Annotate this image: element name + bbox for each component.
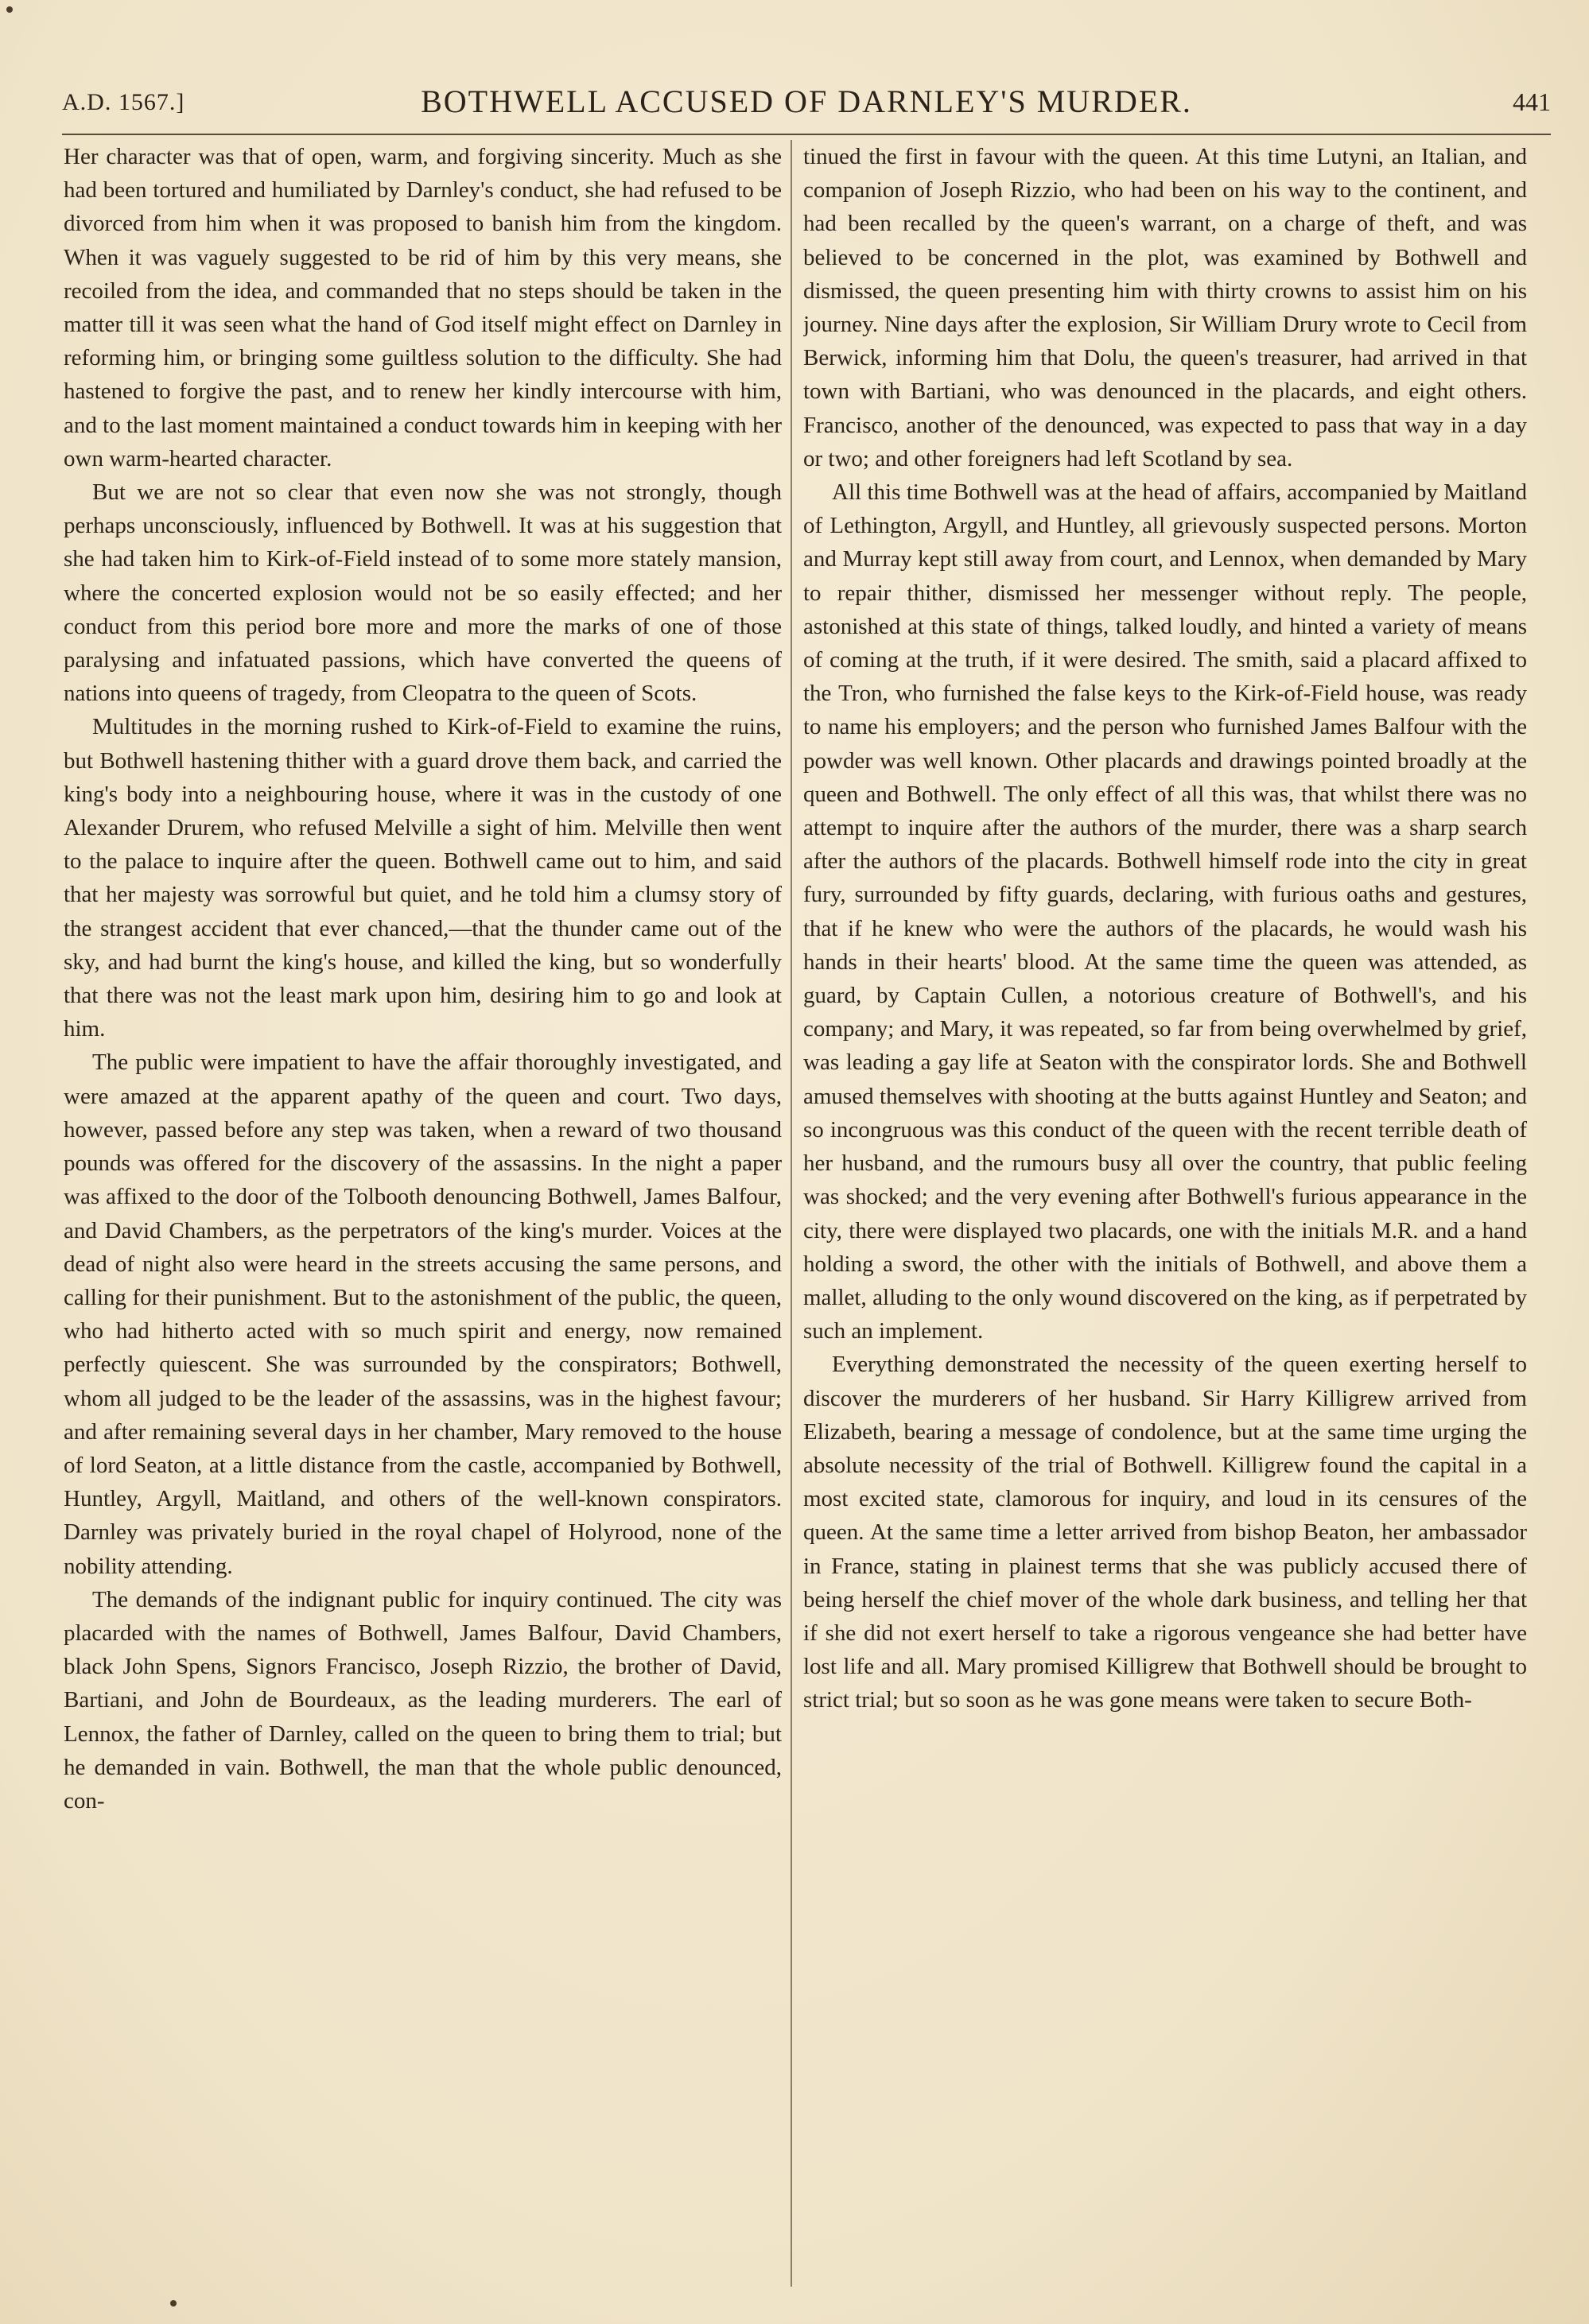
column-divider <box>791 140 792 2287</box>
running-header <box>62 83 1551 127</box>
left-column <box>64 140 782 2287</box>
paragraph: Her character was that of open, warm, and forgiving sincerity. Much as she had been tortured and humiliated by Darnley's conduct, she had refused to be divorced from him when it was proposed to banish him from the kingdom. When it was vaguely suggested to be rid of him by this very means, she recoiled from the idea, and commanded that no steps should be taken in the matter till it was seen what the hand of God itself might effect on Darnley in reforming him, or bringing some guiltless solution to the difficulty. She had hastened to forgive the past, and to renew her kindly intercourse with him, and to the last moment maintained a conduct towards him in keeping with her own warm-hearted character. <box>64 144 782 471</box>
paragraph: Multitudes in the morning rushed to Kirk-of-Field to examine the ruins, but Bothwell hastening thither with a guard drove them back, and carried the king's body into a neighbouring house, where it was in the custody of one Alexander Drurem, who refused Melville a sight of him. Melville then went to the palace to inquire after the queen. Bothwell came out to him, and said that her majesty was sorrowful but quiet, and he told him a clumsy story of the strangest accident that ever chanced,—that the thunder came out of the sky, and had burnt the king's house, and killed the king, but so wonderfully that there was not the least mark upon him, desiring him to go and look at him. <box>64 714 782 1042</box>
header-rule <box>62 134 1551 135</box>
paragraph: The public were impatient to have the affair thoroughly investigated, and were amazed at the apparent apathy of the queen and court. Two days, however, passed before any step was taken, when a reward of two thousand pounds was offered for the discovery of the assassins. In the night a paper was affixed to the door of the Tolbooth denouncing Bothwell, James Balfour, and David Chambers, as the perpetrators of the king's murder. Voices at the dead of night also were heard in the streets accusing the same persons, and calling for their punishment. But to the astonishment of the public, the queen, who had hitherto acted with so much spirit and energy, now remained perfectly quiescent. She was surrounded by the conspirators; Bothwell, whom all judged to be the leader of the assassins, was in the highest favour; and after remaining several days in her chamber, Mary removed to the house of lord Seaton, at a little distance from the castle, accompanied by Bothwell, Huntley, Argyll, Maitland, and others of the well-known conspirators. Darnley was privately buried in the royal chapel of Holyrood, none of the nobility attending. <box>64 1049 782 1579</box>
paragraph: The demands of the indignant public for inquiry continued. The city was placarded with the names of Bothwell, James Balfour, David Chambers, black John Spens, Signors Francisco, Joseph Rizzio, the brother of David, Bartiani, and John de Bourdeaux, as the leading murderers. The earl of Lennox, the father of Darnley, called on the queen to bring them to trial; but he demanded in vain. Bothwell, the man that the whole public denounced, con- <box>64 1586 782 1814</box>
paragraph: All this time Bothwell was at the head of affairs, accompanied by Maitland of Lethington, Argyll, and Huntley, all grievously suspected persons. Morton and Murray kept still away from court, and Lennox, when demanded by Mary to repair thither, dismissed her messenger without reply. The people, astonished at this state of things, talked loudly, and hinted a variety of means of coming at the truth, if it were desired. The smith, said a placard affixed to the Tron, who furnished the false keys to the Kirk-of-Field house, was ready to name his employers; and the person who furnished James Balfour with the powder was well known. Other placards and drawings pointed broadly at the queen and Bothwell. The only effect of all this was, that whilst there was no attempt to inquire after the authors of the murder, there was a sharp search after the authors of the placards. Bothwell himself rode into the city in great fury, surrounded by fifty guards, declaring, with furious oaths and gestures, that if he knew who were the authors of the placards, he would wash his hands in their hearts' blood. At the same time the queen was attended, as guard, by Captain Cullen, a notorious creature of Bothwell's, and his company; and Mary, it was repeated, so far from being overwhelmed by grief, was leading a gay life at Seaton with the conspirator lords. She and Bothwell amused themselves with shooting at the butts against Huntley and Seaton; and so incongruous was this conduct of the queen with the recent terrible death of her husband, and the rumours busy all over the country, that public feeling was shocked; and the very evening after Bothwell's furious appearance in the city, there were displayed two placards, one with the initials M.R. and a hand holding a sword, the other with the initials of Bothwell, and above them a mallet, alluding to the only wound discovered on the king, as if perpetrated by such an implement. <box>803 479 1527 1344</box>
header-date: A.D. 1567.] <box>62 89 185 115</box>
ink-dot <box>170 2300 177 2307</box>
paragraph: Everything demonstrated the necessity of the queen exerting herself to discover the murderers of her husband. Sir Harry Killigrew arrived from Elizabeth, bearing a message of condolence, but at the same time urging the absolute necessity of the trial of Bothwell. Killigrew found the capital in a most excited state, clamorous for inquiry, and loud in its censures of the queen. At the same time a letter arrived from bishop Beaton, her ambassador in France, stating in plainest terms that she was publicly accused there of being herself the chief mover of the whole dark business, and telling her that if she did not exert herself to take a rigorous vengeance she had better have lost life and all. Mary promised Killigrew that Bothwell should be brought to strict trial; but so soon as he was gone means were taken to secure Both- <box>803 1352 1527 1713</box>
page-number: 441 <box>1513 87 1551 116</box>
paragraph: But we are not so clear that even now she was not strongly, though perhaps unconsciously, influenced by Bothwell. It was at his suggestion that she had taken him to Kirk-of-Field instead of to some more stately mansion, where the concerted explosion would not be so easily effected; and her conduct from this period bore more and more the marks of one of those paralysing and infatuated passions, which have converted the queens of nations into queens of tragedy, from Cleopatra to the queen of Scots. <box>64 479 782 707</box>
header-title: BOTHWELL ACCUSED OF DARNLEY'S MURDER. <box>421 83 1192 119</box>
ink-dot <box>6 6 13 13</box>
paragraph: tinued the first in favour with the queen. At this time Lutyni, an Italian, and companion of Joseph Rizzio, who had been on his way to the continent, and had been recalled by the queen's warrant, on a charge of theft, and was believed to be concerned in the plot, was examined by Bothwell and dismissed, the queen presenting him with thirty crowns to assist him on his journey. Nine days after the explosion, Sir William Drury wrote to Cecil from Berwick, informing him that Dolu, the queen's treasurer, had arrived in that town with Bartiani, who was denounced in the placards, and eight others. Francisco, another of the denounced, was expected to pass that way in a day or two; and other foreigners had left Scotland by sea. <box>803 144 1527 471</box>
right-column <box>803 140 1527 2287</box>
